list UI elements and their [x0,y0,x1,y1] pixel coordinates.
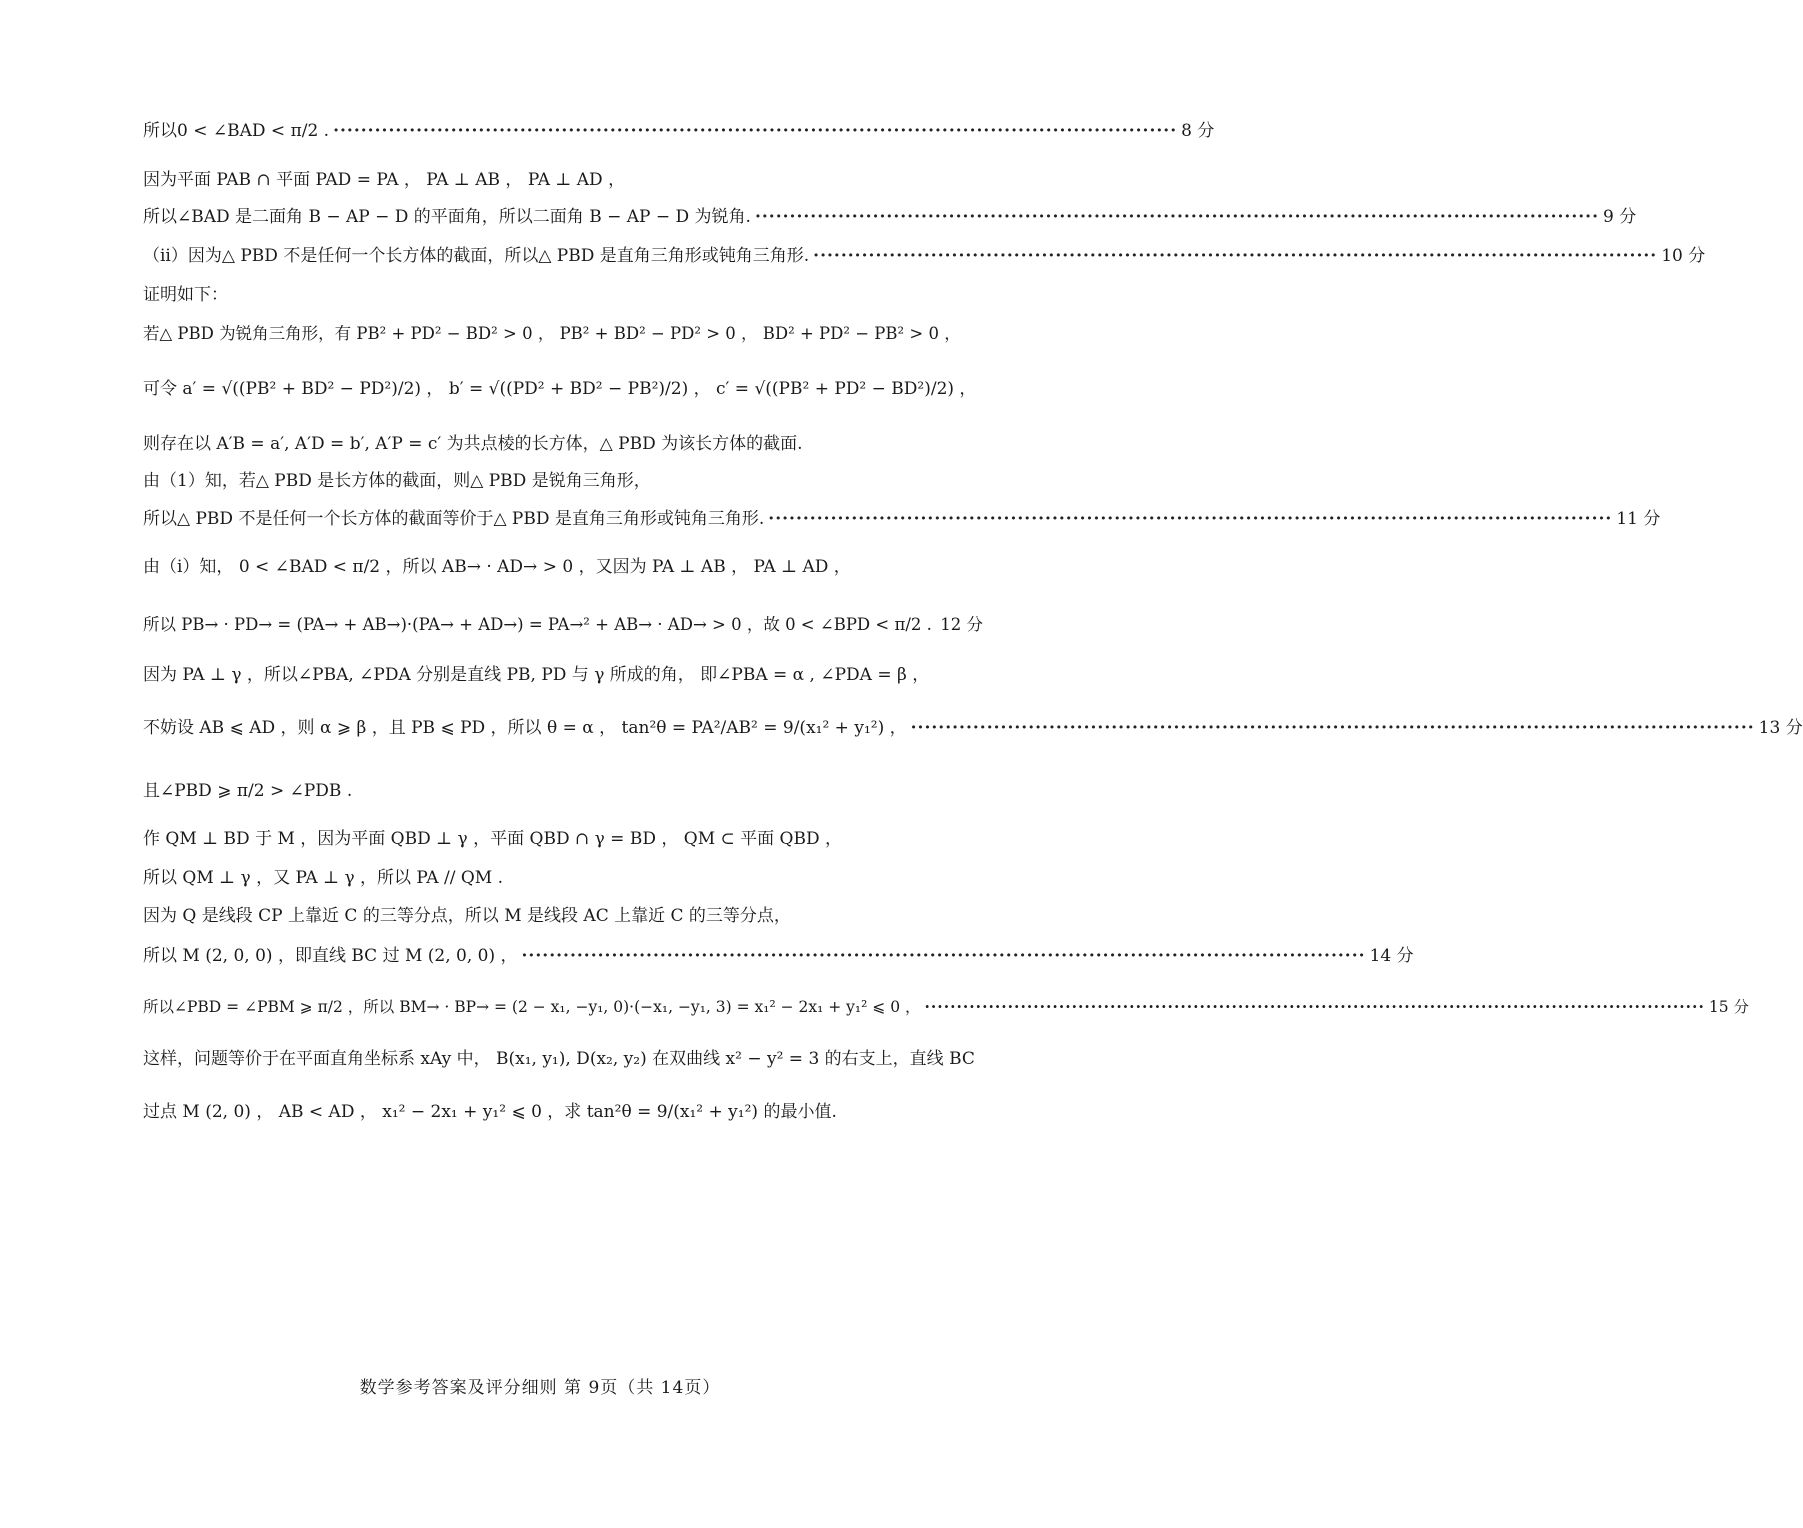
solution-text: 过点 M (2, 0) ， AB < AD ， x₁² − 2x₁ + y₁² ⩽ 0 ，求 tan²θ = 9/(x₁² + y₁²) 的最小值. [143,1102,837,1122]
solution-text: 所以∠PBD = ∠PBM ⩾ π/2 ，所以 BM→ · BP→ = (2 − x₁, −y₁, 0)·(−x₁, −y₁, 3) = x₁² − 2x₁ + y₁² ⩽ 0 ， [143,998,921,1016]
solution-line [143,120,1215,142]
solution-text: 由（1）知，若△ PBD 是长方体的截面，则△ PBD 是锐角三角形， [143,471,651,491]
solution-line [143,1101,983,1123]
solution-text: 因为 PA ⊥ γ ，所以∠PBA, ∠PDA 分别是直线 PB, PD 与 γ 所成的角， 即∠PBA = α , ∠PDA = β ， [143,665,930,685]
solution-text: （ii）因为△ PBD 不是任何一个长方体的截面，所以△ PBD 是直角三角形或钝角三角形. [143,246,810,266]
solution-line [143,717,1803,739]
score-marker: 12 分 [940,615,983,634]
leader-dots: ·························································································································· [333,121,1178,141]
score-marker: 13 分 [1758,718,1803,738]
solution-text: 证明如下： [143,285,228,305]
solution-line [143,508,1661,530]
solution-line [143,780,983,802]
solution-line [143,828,983,850]
solution-line [143,433,983,455]
solution-line [143,323,983,345]
solution-text: 所以 PB→ · PD→ = (PA→ + AB→)·(PA→ + AD→) = PA→² + AB→ · AD→ > 0 ，故 0 < ∠BPD < π/2 . [143,615,932,634]
solution-text: 因为平面 PAB ∩ 平面 PAD = PA ， PA ⊥ AB ， PA ⊥ AD ， [143,170,626,190]
solution-text: 可令 a′ = √((PB² + BD² − PD²)/2) ， b′ = √((PD² + BD² − PB²)/2) ， c′ = √((PB² + PD² − BD²)/2) ， [143,379,977,399]
solution-text: 所以△ PBD 不是任何一个长方体的截面等价于△ PBD 是直角三角形或钝角三角形. [143,509,765,529]
leader-dots: ·························································································································· [924,997,1705,1016]
solution-line [143,867,983,889]
solution-line [143,614,983,636]
page-footer: 数学参考答案及评分细则 第 9页（共 14页） [359,1378,721,1398]
score-marker: 11 分 [1616,509,1661,529]
solution-line [143,905,983,927]
solution-line [143,169,983,191]
solution-line [143,996,1749,1018]
score-marker: 14 分 [1369,946,1414,966]
leader-dots: ·························································································································· [768,509,1613,529]
solution-text: 则存在以 A′B = a′, A′D = b′, A′P = c′ 为共点棱的长方体，△ PBD 为该长方体的截面. [143,434,803,454]
leader-dots: ·························································································································· [521,946,1366,966]
score-marker: 9 分 [1603,207,1637,227]
solution-text: 所以0 < ∠BAD < π/2 . [143,121,330,141]
solution-text: 所以∠BAD 是二面角 B − AP − D 的平面角，所以二面角 B − AP − D 为锐角. [143,207,751,227]
score-marker: 10 分 [1661,246,1706,266]
solution-text: 所以 QM ⊥ γ ，又 PA ⊥ γ ，所以 PA // QM . [143,868,503,888]
solution-line [143,245,1706,267]
solution-text: 所以 M (2, 0, 0) ，即直线 BC 过 M (2, 0, 0) ， [143,946,518,966]
solution-text: 且∠PBD ⩾ π/2 > ∠PDB . [143,781,353,801]
leader-dots: ·························································································································· [754,207,1600,227]
solution-line [143,206,1637,228]
solution-text: 不妨设 AB ⩽ AD ，则 α ⩾ β ，且 PB ⩽ PD ，所以 θ = α ， tan²θ = PA²/AB² = 9/(x₁² + y₁²) ， [143,718,907,738]
score-marker: 15 分 [1708,998,1749,1016]
score-marker: 8 分 [1181,121,1215,141]
solution-text: 这样，问题等价于在平面直角坐标系 xAy 中， B(x₁, y₁), D(x₂, y₂) 在双曲线 x² − y² = 3 的右支上，直线 BC [143,1049,975,1069]
solution-line [143,556,983,578]
leader-dots: ·························································································································· [910,718,1755,738]
solution-text: 因为 Q 是线段 CP 上靠近 C 的三等分点，所以 M 是线段 AC 上靠近 C 的三等分点， [143,906,791,926]
solution-line [143,470,983,492]
solution-text: 由（i）知， 0 < ∠BAD < π/2 ，所以 AB→ · AD→ > 0 ，又因为 PA ⊥ AB ， PA ⊥ AD ， [143,557,851,577]
solution-text: 作 QM ⊥ BD 于 M ，因为平面 QBD ⊥ γ ，平面 QBD ∩ γ = BD ， QM ⊂ 平面 QBD ， [143,829,843,849]
solution-line [143,1048,983,1070]
solution-line [143,945,1414,967]
solution-line [143,284,983,306]
solution-line [143,664,983,686]
solution-text: 若△ PBD 为锐角三角形，有 PB² + PD² − BD² > 0 ， PB² + BD² − PD² > 0 ， BD² + PD² − PB² > 0 ， [143,324,961,343]
leader-dots: ·························································································································· [813,246,1658,266]
solution-line [143,378,983,400]
